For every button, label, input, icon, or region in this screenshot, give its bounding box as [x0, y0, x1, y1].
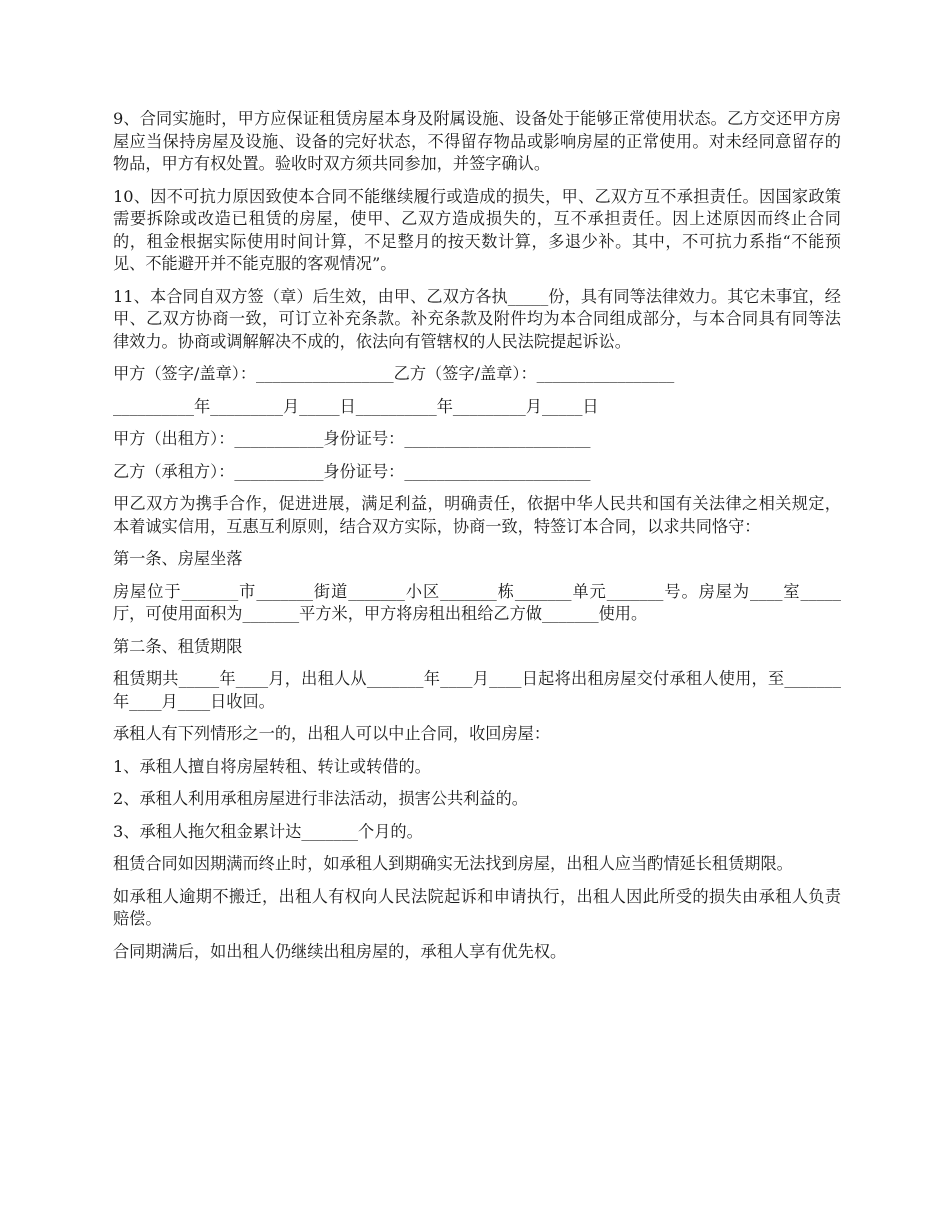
termination-item-2: 2、承租人利用承租房屋进行非法活动，损害公共利益的。 — [113, 789, 528, 808]
termination-intro: 承租人有下列情形之一的，出租人可以中止合同，收回房屋： — [113, 724, 551, 743]
clause-11: 11、本合同自双方签（章）后生效，由甲、乙双方各执_____份，具有同等法律效力。其它未事宜，经甲、乙双方协商一致，可订立补充条款。补充条款及附件均为本合同组成部分，与本合同具有同等法律效力。协商或调解解决不成的，依法向有管辖权的人民法院提起诉讼。 — [113, 286, 841, 351]
article-2-heading: 第二条、租赁期限 — [113, 636, 243, 656]
preamble: 甲乙双方为携手合作，促进进展，满足利益，明确责任，依据中华人民共和国有关法律之相关规定，本着诚实信用，互惠互利原则，结合双方实际，协商一致，特签订本合同，以求共同恪守： — [113, 494, 841, 536]
expiry-extension: 租赁合同如因期满而终止时，如承租人到期确实无法找到房屋，出租人应当酌情延长租赁期限。 — [113, 854, 793, 873]
termination-item-1: 1、承租人擅自将房屋转租、转让或转借的。 — [113, 756, 431, 776]
termination-item-3: 3、承租人拖欠租金累计达_______个月的。 — [113, 821, 423, 841]
article-1-heading: 第一条、房屋坐落 — [113, 549, 243, 568]
lessor-id-line: 甲方（出租方）：___________身份证号：_______________________ — [113, 429, 591, 448]
clause-9: 9、合同实施时，甲方应保证租赁房屋本身及附属设施、设备处于能够正常使用状态。乙方交还甲方房屋应当保持房屋及设施、设备的完好状态，不得留存物品或影响房屋的正常使用。对未经同意留存的物品，甲方有权处置。验收时双方须共同参加，并签字确认。 — [113, 109, 841, 173]
document-page — [113, 108, 841, 973]
date-line: __________年_________月_____日__________年_________月_____日 — [113, 396, 599, 416]
signature-line: 甲方（签字/盖章）：_________________乙方（签字/盖章）：_________________ — [113, 364, 675, 383]
priority-right: 合同期满后，如出租人仍继续出租房屋的，承租人享有优先权。 — [113, 941, 567, 961]
article-2-body: 租赁期共_____年____月，出租人从_______年____月____日起将出租房屋交付承租人使用，至_______年____月____日收回。 — [113, 669, 841, 711]
lessee-id-line: 乙方（承租方）：___________身份证号：_______________________ — [113, 461, 591, 481]
article-1-body: 房屋位于_______市_______街道_______小区_______栋_______单元_______号。房屋为____室_____厅，可使用面积为_______平方米，甲方将房租出租给乙方做_______使用。 — [113, 581, 841, 623]
overdue-move-out: 如承租人逾期不搬迁，出租人有权向人民法院起诉和申请执行，出租人因此所受的损失由承租人负责赔偿。 — [113, 886, 841, 928]
clause-10: 10、因不可抗力原因致使本合同不能继续履行或造成的损失，甲、乙双方互不承担责任。因国家政策需要拆除或改造已租赁的房屋，使甲、乙双方造成损失的，互不承担责任。因上述原因而终止合同的，租金根据实际使用时间计算，不足整月的按天数计算，多退少补。其中，不可抗力系指“不能预见、不能避开并不能克服的客观情况”。 — [113, 186, 841, 273]
